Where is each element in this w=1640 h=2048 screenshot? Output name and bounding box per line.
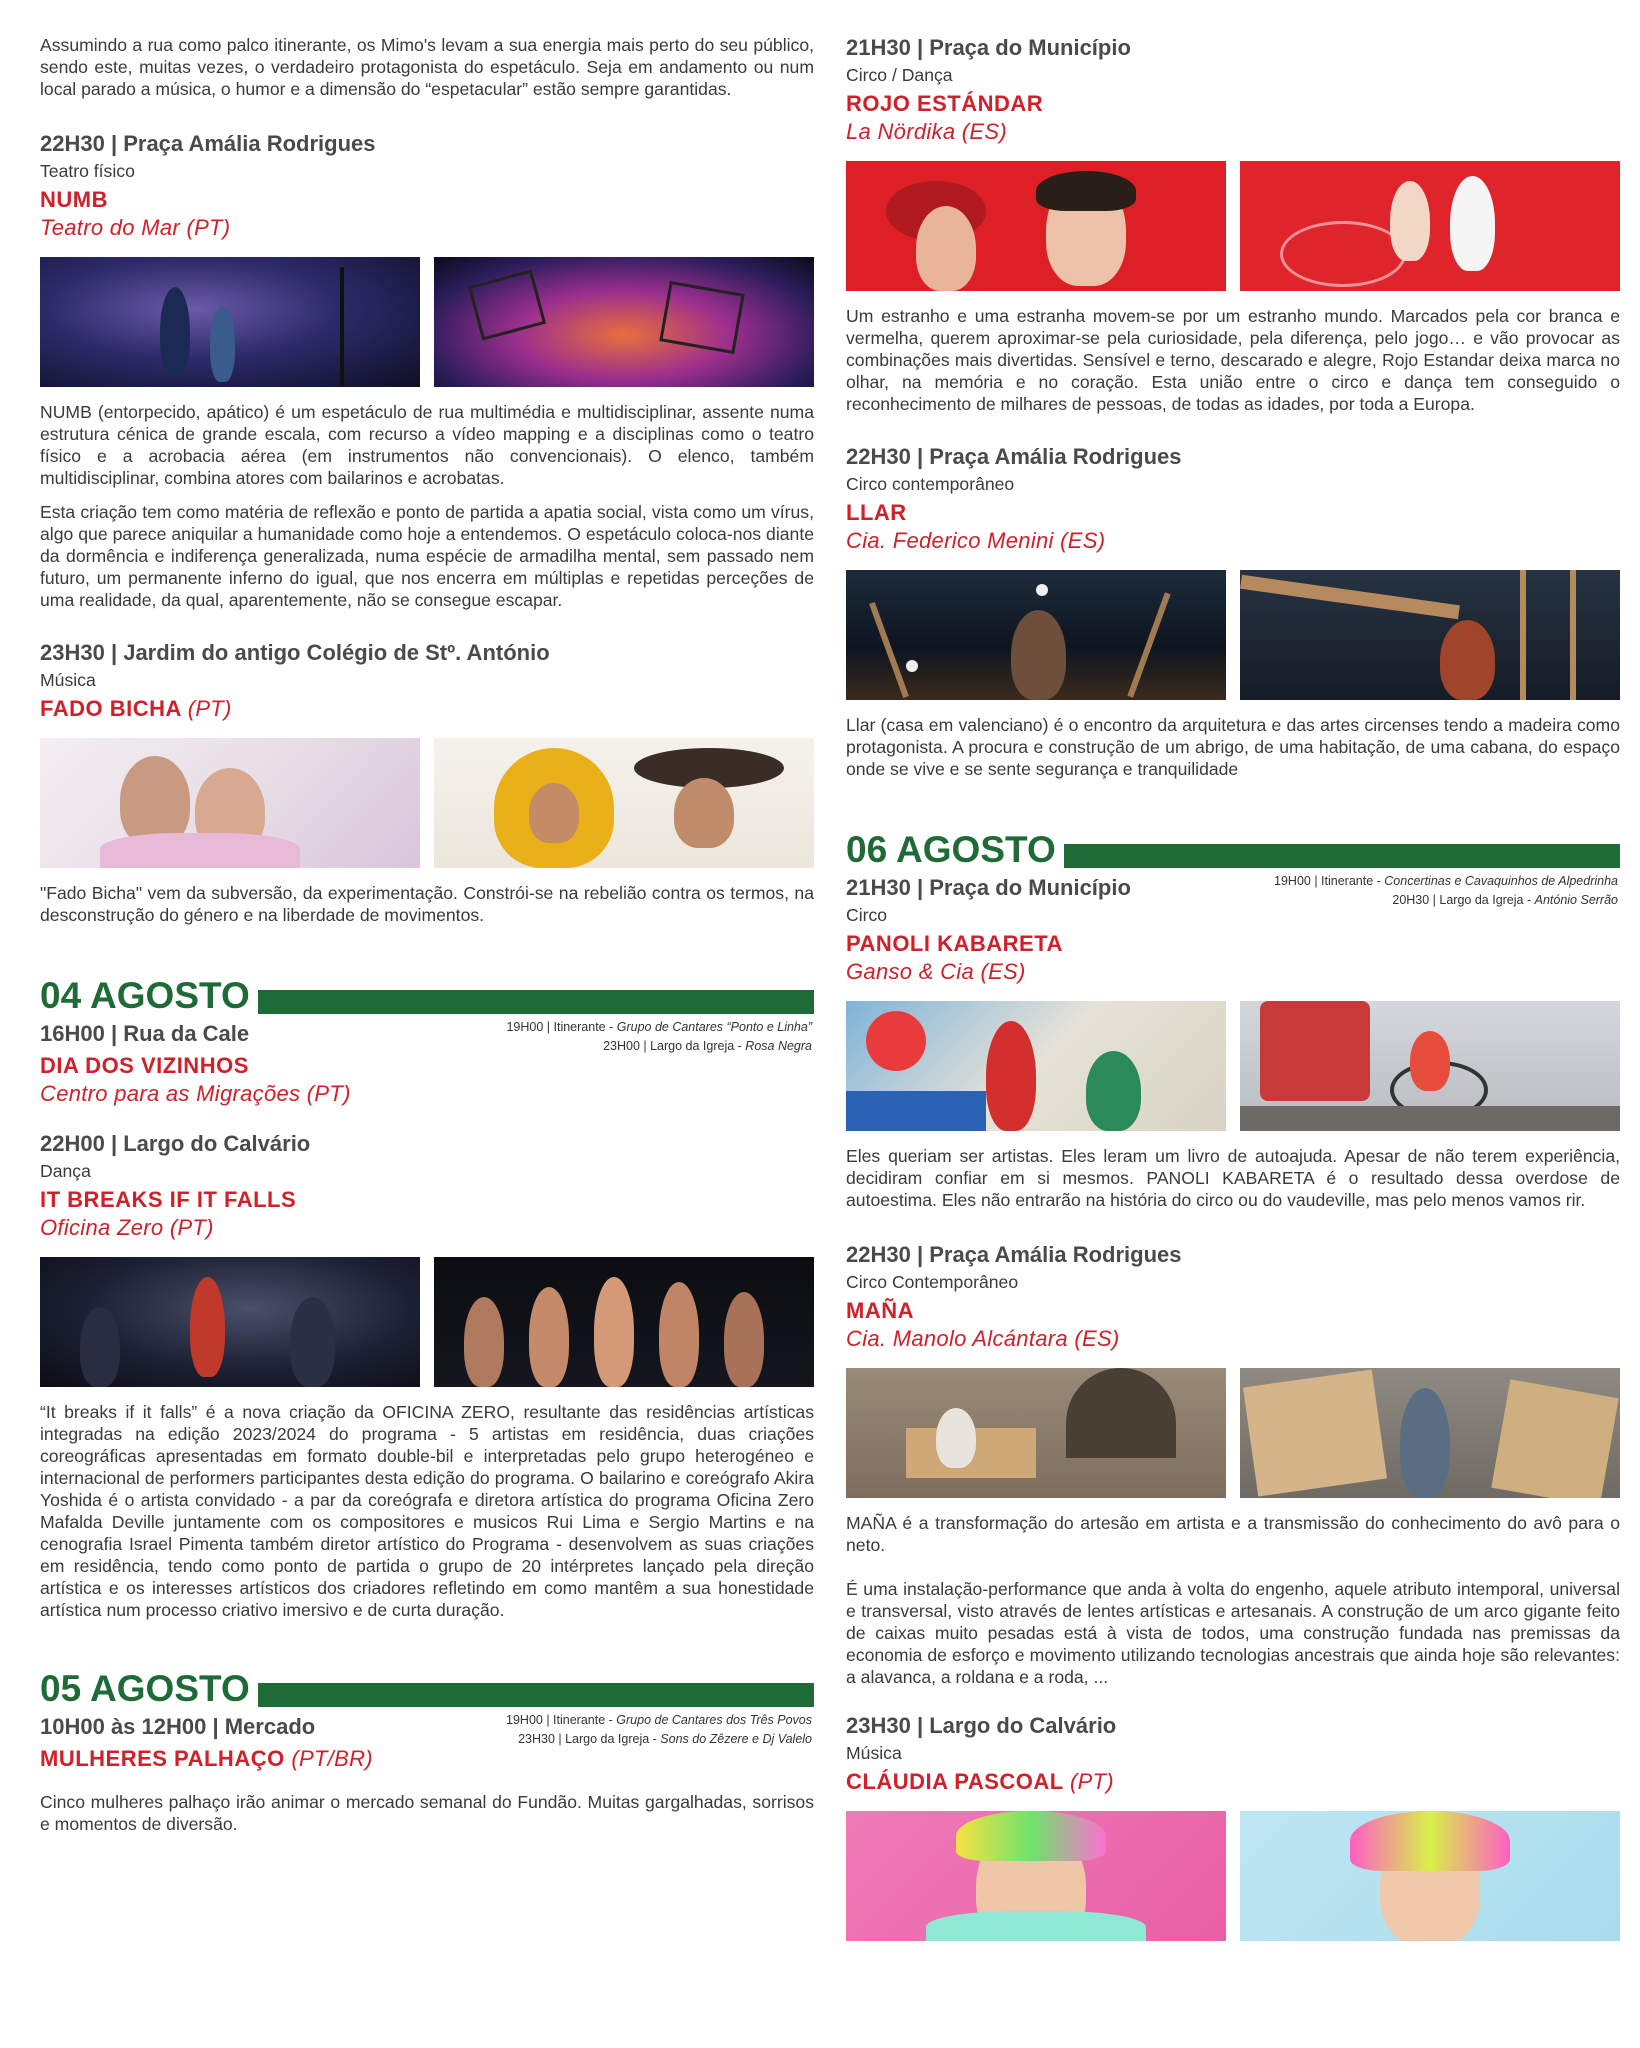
breaks-photo-2 bbox=[434, 1257, 814, 1387]
event-description: Llar (casa em valenciano) é o encontro da arquitetura e das artes circenses tendo a madeira como protagonista. A procura e construção de um abrigo, de uma habitação, de uma cabana, do espaço onde se vive e se sente segurança e tranquilidade bbox=[846, 715, 1620, 779]
claudia-photo-1 bbox=[846, 1811, 1226, 1941]
date-schedule: 19H00 | Itinerante - Grupo de Cantares “Ponto e Linha” 23H00 | Largo da Igreja - Rosa Negra bbox=[506, 1020, 812, 1053]
event-panoli-kabareta bbox=[846, 874, 1620, 1211]
event-rojo-estandar bbox=[846, 34, 1620, 415]
breaks-photo-1 bbox=[40, 1257, 420, 1387]
event-company: La Nördika (ES) bbox=[846, 119, 1008, 144]
event-description-2: É uma instalação-performance que anda à volta do engenho, aquele atributo intemporal, universal e transversal, visto através de lentes artísticas e artesanais. A construção de um arco gigante feito de caixas muito pesadas está à vista de todos, uma construção fundada nas premissas da economia de esforço e movimento utilizando tecnologias ancestrais que ainda hoje são relevantes: a alavanca, a roldana e a roda, ... bbox=[846, 1579, 1620, 1687]
event-company: Ganso & Cia (ES) bbox=[846, 959, 1026, 984]
event-time: 22H30 | Praça Amália Rodrigues bbox=[40, 131, 376, 156]
event-description: Eles queriam ser artistas. Eles leram um livro de autoajuda. Apesar de não terem experiência, decidiram confiar em si mesmos. PANOLI KABARETA é o resultado dessa overdose de autoestima. Eles não entrarão na história do circo ou do vaudeville, mas pelo menos vamos rir. bbox=[846, 1146, 1620, 1210]
event-photos bbox=[40, 257, 814, 387]
event-mana bbox=[846, 1241, 1620, 1688]
event-description: “It breaks if it falls” é a nova criação da OFICINA ZERO, resultante das residências artísticas integradas na edição 2023/2024 do programa - 5 artistas em residência, duas criações coreográficas apresentadas em formato double-bil e interpretadas pelo grupo heterogéneo e internacional de performers participantes desta edição do programa. O bailarino e coreógrafo Akira Yoshida é o artista convidado - a par da coreógrafa e diretora artística do programa Oficina Zero Mafalda Deville juntamente com os compositores e musicos Rui Lima e Sergio Martins e na cenografia Israel Pimenta também diretor artístico do Programa - desenvolvem as suas criações em residência, tendo como ponto de partida o grupo de 20 intérpretes lançado pela direção artística e os interesses artísticos dos criadores refletindo em como mantêm a sua honestidade artística num processo criativo imersivo e de curta duração. bbox=[40, 1402, 814, 1620]
event-genre: Dança bbox=[40, 1161, 91, 1181]
event-time: 21H30 | Praça do Município bbox=[846, 35, 1131, 60]
event-photos bbox=[40, 738, 814, 868]
event-llar bbox=[846, 443, 1620, 780]
panoli-photo-1 bbox=[846, 1001, 1226, 1131]
event-description: Um estranho e uma estranha movem-se por um estranho mundo. Marcados pela cor branca e vermelha, querem aproximar-se pela curiosidade, pela diferença, pelo jogo… e vão provocar as combinações mais divertidas. Sensível e terno, descarado e alegre, Rojo Estandar deixa marca no olhar, na memória e no coração. Esta união entre o circo e dança tem conseguido o reconhecimento de milhares de pessoas, de todas as idades, por toda a Europa. bbox=[846, 306, 1620, 414]
event-company: Cia. Manolo Alcántara (ES) bbox=[846, 1326, 1120, 1351]
event-numb bbox=[40, 130, 814, 611]
date-label: 04 AGOSTO bbox=[40, 976, 258, 1016]
event-title: NUMB bbox=[40, 187, 108, 212]
event-company: Oficina Zero (PT) bbox=[40, 1215, 214, 1240]
event-description: MAÑA é a transformação do artesão em artista e a transmissão do conhecimento do avô para o neto. bbox=[846, 1513, 1620, 1555]
event-title: ROJO ESTÁNDAR bbox=[846, 91, 1044, 116]
event-photos bbox=[846, 161, 1620, 291]
left-column bbox=[40, 34, 814, 1835]
rojo-photo-1 bbox=[846, 161, 1226, 291]
event-company: Cia. Federico Menini (ES) bbox=[846, 528, 1106, 553]
event-title: LLAR bbox=[846, 500, 907, 525]
intro-text: Assumindo a rua como palco itinerante, os Mimo's levam a sua energia mais perto do seu público, sendo este, muitas vezes, o verdadeiro protagonista do espetáculo. Seja em andamento ou num local parado a música, o humor e a dimensão do “espetacular” estão sempre garantidas. bbox=[40, 35, 814, 99]
numb-photo-2 bbox=[434, 257, 814, 387]
event-photos bbox=[40, 1257, 814, 1387]
event-time: 10H00 às 12H00 | Mercado bbox=[40, 1714, 316, 1739]
date-heading bbox=[846, 830, 1620, 870]
event-time: 16H00 | Rua da Cale bbox=[40, 1021, 250, 1046]
date-heading bbox=[40, 1669, 814, 1709]
event-time: 23H30 | Largo do Calvário bbox=[846, 1713, 1117, 1738]
event-title: CLÁUDIA PASCOAL (PT) bbox=[846, 1769, 1114, 1794]
claudia-photo-2 bbox=[1240, 1811, 1620, 1941]
event-it-breaks bbox=[40, 1130, 814, 1621]
panoli-photo-2 bbox=[1240, 1001, 1620, 1131]
right-column bbox=[846, 34, 1620, 1955]
event-genre: Teatro físico bbox=[40, 161, 135, 181]
date-label: 06 AGOSTO bbox=[846, 830, 1064, 870]
date-label: 05 AGOSTO bbox=[40, 1669, 258, 1709]
llar-photo-2 bbox=[1240, 570, 1620, 700]
event-photos bbox=[846, 570, 1620, 700]
numb-photo-1 bbox=[40, 257, 420, 387]
mana-photo-2 bbox=[1240, 1368, 1620, 1498]
event-title: MULHERES PALHAÇO (PT/BR) bbox=[40, 1746, 373, 1771]
event-genre: Circo bbox=[846, 905, 888, 925]
event-title: IT BREAKS IF IT FALLS bbox=[40, 1187, 297, 1212]
event-genre: Música bbox=[846, 1743, 902, 1763]
event-genre: Circo contemporâneo bbox=[846, 474, 1015, 494]
date-heading bbox=[40, 976, 814, 1016]
event-fado-bicha bbox=[40, 639, 814, 926]
event-genre: Circo Contemporâneo bbox=[846, 1272, 1019, 1292]
rojo-photo-2 bbox=[1240, 161, 1620, 291]
mana-photo-1 bbox=[846, 1368, 1226, 1498]
event-photos bbox=[846, 1811, 1620, 1941]
event-time: 22H30 | Praça Amália Rodrigues bbox=[846, 1242, 1182, 1267]
event-company: Teatro do Mar (PT) bbox=[40, 215, 231, 240]
date-section-04-agosto bbox=[40, 976, 814, 1108]
event-time: 22H00 | Largo do Calvário bbox=[40, 1131, 311, 1156]
event-title: DIA DOS VIZINHOS bbox=[40, 1053, 249, 1078]
event-description: NUMB (entorpecido, apático) é um espetáculo de rua multimédia e multidisciplinar, assente numa estrutura cénica de grande escala, com recurso a vídeo mapping e a disciplinas como o teatro físico e a acrobacia aérea (em instrumentos não convencionais). O elenco, também multidisciplinar, combina atores com bailarinos e acrobatas. bbox=[40, 402, 814, 488]
event-description-2: Esta criação tem como matéria de reflexão e ponto de partida a apatia social, vista como um vírus, algo que parece aniquilar a humanidade como hoje a entendemos. O espetáculo coloca-nos diante da dormência e indiferença generalizada, numa espécie de armadilha mental, sem passado nem futuro, um permanente inferno do igual, que nos encerra em múltiplas e repetidas perceções de uma realidade, da qual, aparentemente, não se consegue escapar. bbox=[40, 502, 814, 610]
event-time: 21H30 | Praça do Município bbox=[846, 875, 1131, 900]
llar-photo-1 bbox=[846, 570, 1226, 700]
date-section-05-agosto bbox=[40, 1669, 814, 1835]
event-genre: Circo / Dança bbox=[846, 65, 953, 85]
event-claudia-pascoal bbox=[846, 1712, 1620, 1941]
event-title: FADO BICHA (PT) bbox=[40, 696, 232, 721]
event-company: Centro para as Migrações (PT) bbox=[40, 1081, 351, 1106]
fado-photo-2 bbox=[434, 738, 814, 868]
event-genre: Música bbox=[40, 670, 96, 690]
event-photos bbox=[846, 1001, 1620, 1131]
event-title: MAÑA bbox=[846, 1298, 914, 1323]
event-photos bbox=[846, 1368, 1620, 1498]
date-section-06-agosto bbox=[846, 830, 1620, 1211]
event-time: 22H30 | Praça Amália Rodrigues bbox=[846, 444, 1182, 469]
event-description: Cinco mulheres palhaço irão animar o mercado semanal do Fundão. Muitas gargalhadas, sorrisos e momentos de diversão. bbox=[40, 1792, 814, 1834]
fado-photo-1 bbox=[40, 738, 420, 868]
date-schedule: 19H00 | Itinerante - Grupo de Cantares dos Três Povos 23H30 | Largo da Igreja - Sons do Zêzere e Dj Valelo bbox=[506, 1713, 812, 1746]
date-schedule: 19H00 | Itinerante - Concertinas e Cavaquinhos de Alpedrinha 20H30 | Largo da Igreja - António Serrão bbox=[1274, 874, 1618, 907]
event-time: 23H30 | Jardim do antigo Colégio de Stº. António bbox=[40, 640, 550, 665]
event-title: PANOLI KABARETA bbox=[846, 931, 1063, 956]
event-description: "Fado Bicha" vem da subversão, da experimentação. Constrói-se na rebelião contra os termos, na desconstrução do género e na liberdade de movimentos. bbox=[40, 883, 814, 925]
